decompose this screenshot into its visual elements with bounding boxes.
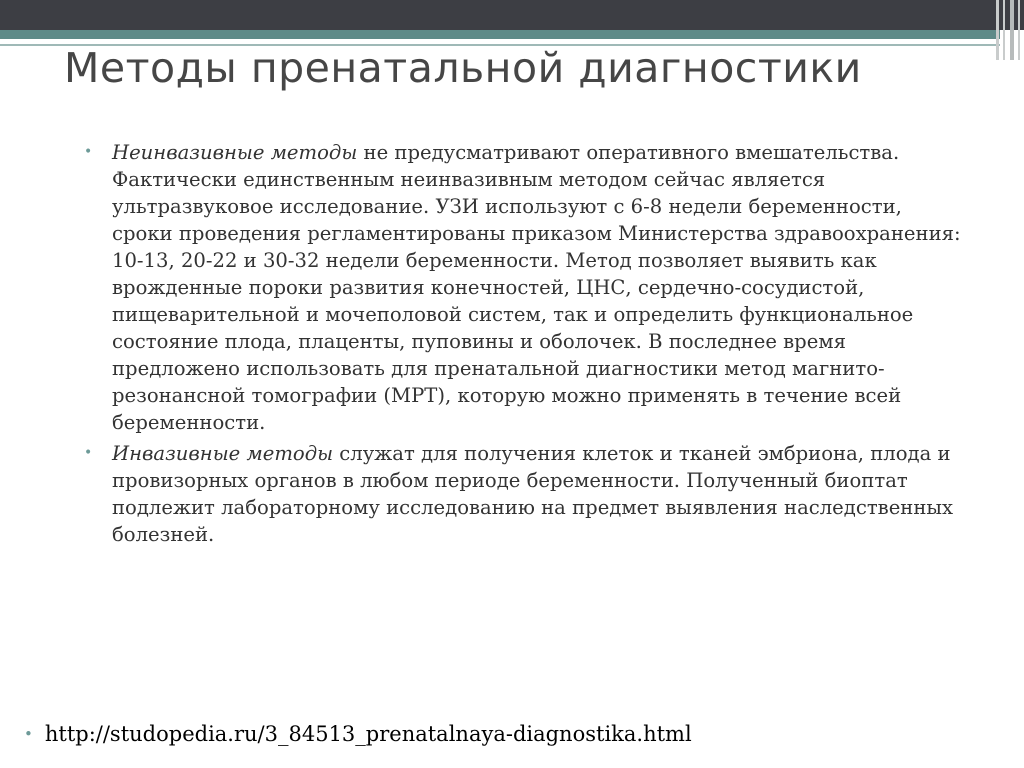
term-invasive: Инвазивные методы [112, 442, 334, 465]
top-bar [0, 0, 1024, 30]
term-noninvasive: Неинвазивные методы [112, 141, 358, 164]
source-link [24, 718, 692, 750]
decorative-rail [996, 0, 999, 60]
slide-content [84, 139, 962, 552]
slide-title: Методы пренатальной диагностики [64, 44, 862, 92]
bullet-invasive [84, 440, 962, 548]
bullet-noninvasive [84, 139, 962, 436]
bullet-icon: • [84, 144, 93, 160]
invasive-text: служат для получения клеток и тканей эмбриона, плода и провизорных органов в любом периоде беременности. Полученный биоптат подлежит лабораторному исследованию на предмет выявления наследственных болезней. [112, 442, 954, 546]
source-url[interactable]: http://studopedia.ru/3_84513_prenatalnaya-diagnostika.html [44, 722, 692, 746]
bullet-icon: • [24, 725, 33, 743]
decorative-rail [1018, 0, 1020, 60]
bullet-icon: • [84, 445, 93, 461]
decorative-rail [1003, 0, 1005, 60]
noninvasive-text: не предусматривают оперативного вмешательства. Фактически единственным неинвазивным методом сейчас является ультразвуковое исследование. УЗИ используют с 6-8 недели беременности, сроки проведения регламентированы приказом Министерства здравоохранения: 10-13, 20-22 и 30-32 недели беременности. Метод позволяет выявить как врожденные пороки развития конечностей, ЦНС, сердечно-сосудистой, пищеварительной и мочеполовой систем, так и определить функциональное состояние плода, плаценты, пуповины и оболочек. В последнее время предложено использовать для пренатальной диагностики метод магнито-резонансной томографии (МРТ), которую можно применять в течение всей беременности. [112, 141, 961, 434]
accent-stripe [0, 30, 1000, 39]
decorative-rail [1010, 0, 1014, 60]
